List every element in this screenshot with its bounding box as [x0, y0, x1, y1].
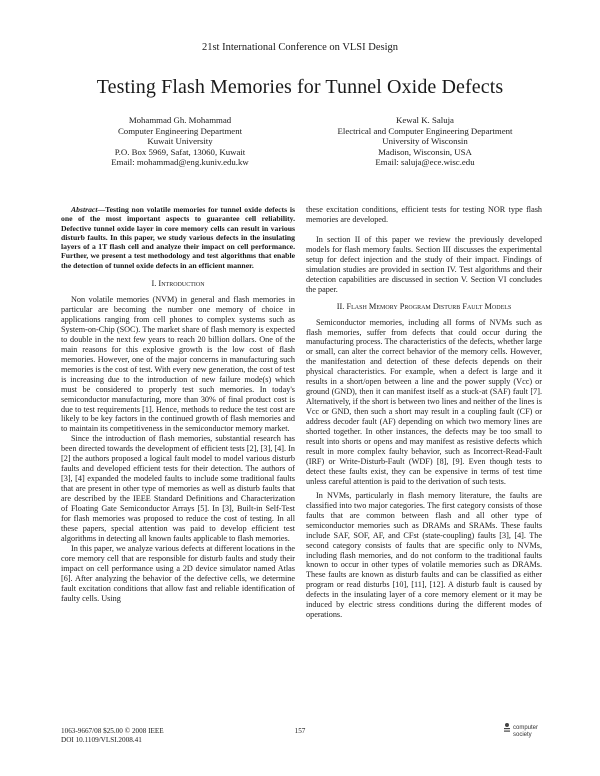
- author-univ: Kuwait University: [147, 136, 213, 147]
- author-dept: Electrical and Computer Engineering Department: [337, 125, 513, 136]
- left-column: [61, 205, 295, 604]
- paragraph: Since the introduction of flash memories, substantial research has been directed towards the development of efficient tests [2], [3], [4]. In [2] the authors proposed a logical fault model to model various disturb faults and developed efficient tests for their detection. The authors of [3], [4] expanded the modeled faults to include some traditional faults that are present in other type of memories as well as disturb faults that are described by the IEEE Standard Definitions and Characterization of Floating Gate Semiconductor Arrays [5]. In [3], Built-in Self-Test for flash memories was proposed to reduce the cost of testing. In all these papers, special attention was paid to develop efficient test algorithms in detecting all known faults applicable to flash memories.: [61, 434, 295, 543]
- section-heading-fault-models: II. Flash Memory Program Disturb Fault Models: [336, 301, 512, 311]
- paragraph: Non volatile memories (NVM) in general and flash memories in particular are becoming the number one memory of choice in applications ranging from cell phones to complex systems such as System-on-Chip (SOC). The market share of flash memory is expected to double in the next few years to reach 20 billion dollars. One of the main reasons for this explosive growth is the low cost of flash memories. However, one of the major concerns in manufacturing such memories is the cost of test. With every new generation, the cost of test is increasing due to the introduction of new failure mode(s) which must be considered to properly test such memories. In today's semiconductor manufacturing, more than 30% of final product cost is due to test requirements [1]. Hence, methods to reduce the test cost are likely to be key factors in the continued growth of flash memories and to maintain its competitiveness in the semiconductor memory market.: [61, 295, 295, 434]
- paragraph: In this paper, we analyze various defects at different locations in the core memory cell that are responsible for disturb faults and study their impact on cell performance using a 2D device simulator named Atlas [6]. After analyzing the behavior of the defective cells, we determine fault excitation conditions that allow fast and reliable identification of faulty cells. Using: [61, 543, 295, 603]
- author-dept: Computer Engineering Department: [117, 125, 243, 136]
- author-name: Mohammad Gh. Mohammad: [128, 115, 232, 125]
- conference-header: 21st International Conference on VLSI Design: [201, 42, 399, 53]
- paragraph: these excitation conditions, efficient tests for testing NOR type flash memories are developed.: [306, 205, 542, 224]
- author-email: Email: mohammad@eng.kuniv.edu.kw: [111, 157, 249, 168]
- author-address: Madison, Wisconsin, USA: [378, 146, 472, 157]
- logo-text-society: society: [513, 732, 532, 738]
- footer-doi: DOI 10.1109/VLSI.2008.41: [61, 736, 142, 744]
- society-mark-icon: [502, 722, 512, 734]
- abstract-lead: Abstract: [71, 205, 98, 214]
- abstract: [61, 205, 295, 270]
- author-address: P.O. Box 5969, Safat, 13060, Kuwait: [114, 146, 246, 157]
- author-block-2: [300, 115, 550, 168]
- paragraph: Semiconductor memories, including all forms of NVMs such as flash memories, suffer from defects that could occur during the manufacturing process. The characteristics of the defects, whether large or small, can alter the correct behavior of the memory cells. However, the manifestation and detection of these defects depends on their physical characteristics. For example, when a defect is large and it results in a short/open between a line and the power supply (Vcc) or ground (GND), then it can manifest itself as a stuck-at (SAF) fault [7]. Alternatively, if the short is between two lines and neither of the lines is Vcc or GND, then such a short may result in a coupling fault (CF) or address decoder fault (AF) depending on which two memory lines are shorted together. In other instances, the defects may be too small to result into shorts or opens and may manifest as resistive defects which result in more complex faulty behavior, such as Incorrect-Read-Fault (IRF) or Write-Disturb-Fault (WDF) [8], [9]. Even though tests to detect these faults exist, they can be expensive in terms of test time unless careful attention is paid to the derivation of such tests.: [306, 317, 542, 486]
- author-block-1: [60, 115, 300, 168]
- author-univ: University of Wisconsin: [382, 136, 468, 147]
- author-name: Kewal K. Saluja: [396, 115, 454, 125]
- paper-title: Testing Flash Memories for Tunnel Oxide Defects: [96, 76, 504, 98]
- paragraph: In NVMs, particularly in flash memory literature, the faults are classified into two major categories. The first category consists of those faults that are common between flash and all other type of semiconductor memories such as DRAMs and SRAMs. These faults include SAF, SOF, AF, and CFst (state-coupling) faults [3], [4]. The second category consists of faults that are specific only to NVMs, including flash memories, and do not conform to the traditional faults known to occur in other types of volatile memories such as DRAMs. These faults are known as disturb faults and can be classified as either program or read disturbs [10], [11], [12]. A disturb fault is caused by defects in the insulating layer of a core memory element or it may be induced by electric stress conditions during the different modes of operations.: [306, 490, 542, 620]
- page-number: 157: [294, 727, 306, 735]
- author-email: Email: saluja@ece.wisc.edu: [375, 157, 475, 168]
- section-heading-introduction: I. Introduction: [151, 279, 205, 289]
- paragraph: In section II of this paper we review the previously developed models for flash memory faults. Section III discusses the experimental setup for defect injection and the study of their impact. Findings of simulation studies are provided in section IV. Test algorithms and their detection capabilities are discussed in section V. Section VI concludes the paper.: [306, 234, 542, 294]
- logo-text-computer: computer: [513, 725, 539, 731]
- abstract-text: —Testing non volatile memories for tunnel oxide defects is one of the most important aspects to guarantee cell reliability. Defective tunnel oxide layer in core memory cells can result in various disturb faults. In this paper, we study various defects in the insulating layers of a 1T flash cell and analyze their impact on cell performance. Further, we present a test methodology and test algorithms that enable the detection of tunnel oxide defects in an efficient manner.: [61, 205, 295, 270]
- footer-issn: 1063-9667/08 $25.00 © 2008 IEEE: [61, 727, 164, 735]
- right-column: [306, 205, 542, 620]
- computer-society-logo: [502, 722, 546, 744]
